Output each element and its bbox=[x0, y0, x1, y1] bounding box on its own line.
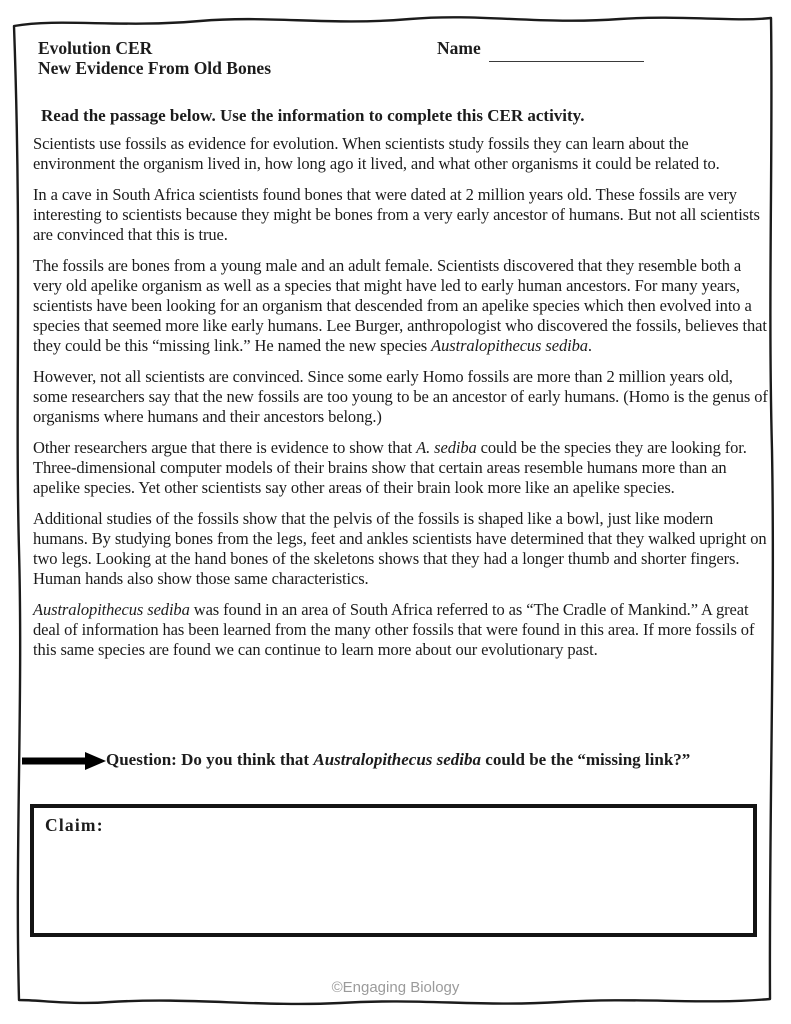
question-text: Question: Do you think that Australopithecus sediba could be the “missing link?” bbox=[106, 750, 691, 769]
passage bbox=[33, 134, 771, 671]
page-title-line2: New Evidence From Old Bones bbox=[38, 58, 272, 78]
question-row bbox=[22, 749, 778, 770]
passage-paragraph: The fossils are bones from a young male and an adult female. Scientists discovered that they resemble both a very old apelike organism as well as a species that might have led to early human ancestors. For many years, scientists have been looking for an organism that descended from an apelike species which then evolved into a species that seemed more like early humans. Lee Burger, anthropologist who discovered the fossils, believes that they could be this “missing link.” He named the new species Australopithecus sediba. bbox=[33, 256, 767, 355]
passage-paragraph: Australopithecus sediba was found in an area of South Africa referred to as “The Cradle of Mankind.” A great deal of information has been learned from the many other fossils that were found in this area. If more fossils of this same species are found we can continue to learn more about our evolutionary past. bbox=[33, 600, 755, 659]
claim-label: Claim: bbox=[45, 815, 104, 835]
passage-paragraph: However, not all scientists are convinced. Since some early Homo fossils are more than 2 million years old, some researchers say that the new fossils are too young to be an ancestor of early humans. (Homo is the genus of organisms where humans and their ancestors belong.) bbox=[33, 367, 768, 426]
name-label: Name bbox=[437, 38, 481, 58]
claim-box bbox=[30, 804, 757, 937]
footer-credit: ©Engaging Biology bbox=[331, 979, 460, 996]
arrow-right-icon bbox=[22, 752, 106, 770]
page-title-line1: Evolution CER bbox=[38, 38, 153, 58]
claim-writing-area bbox=[34, 842, 753, 933]
page-title bbox=[38, 38, 271, 78]
passage-paragraph: Additional studies of the fossils show that the pelvis of the fossils is shaped like a bowl, just like modern humans. By studying bones from the legs, feet and ankles scientists have determined that they walked upright on two legs. Looking at the hand bones of the skeletons shows that they had a longer thumb and shorter fingers. Human hands also show those same characteristics. bbox=[33, 509, 767, 588]
instruction-line: Read the passage below. Use the information to complete this CER activity. bbox=[41, 106, 585, 125]
name-blank-line bbox=[489, 61, 644, 62]
passage-paragraph: Scientists use fossils as evidence for evolution. When scientists study fossils they can learn about the environment the organism lived in, how long ago it lived, and what other organisms it could be related to. bbox=[33, 134, 720, 173]
passage-paragraph: Other researchers argue that there is evidence to show that A. sediba could be the species they are looking for. Three-dimensional computer models of their brains show that certain areas resemble humans more than an apelike species. Yet other scientists say other areas of their brain look more like an apelike species. bbox=[33, 438, 747, 497]
passage-paragraph: In a cave in South Africa scientists found bones that were dated at 2 million years old. These fossils are very interesting to scientists because they might be bones from a very early ancestor of humans. But not all scientists are convinced that this is true. bbox=[33, 185, 760, 244]
